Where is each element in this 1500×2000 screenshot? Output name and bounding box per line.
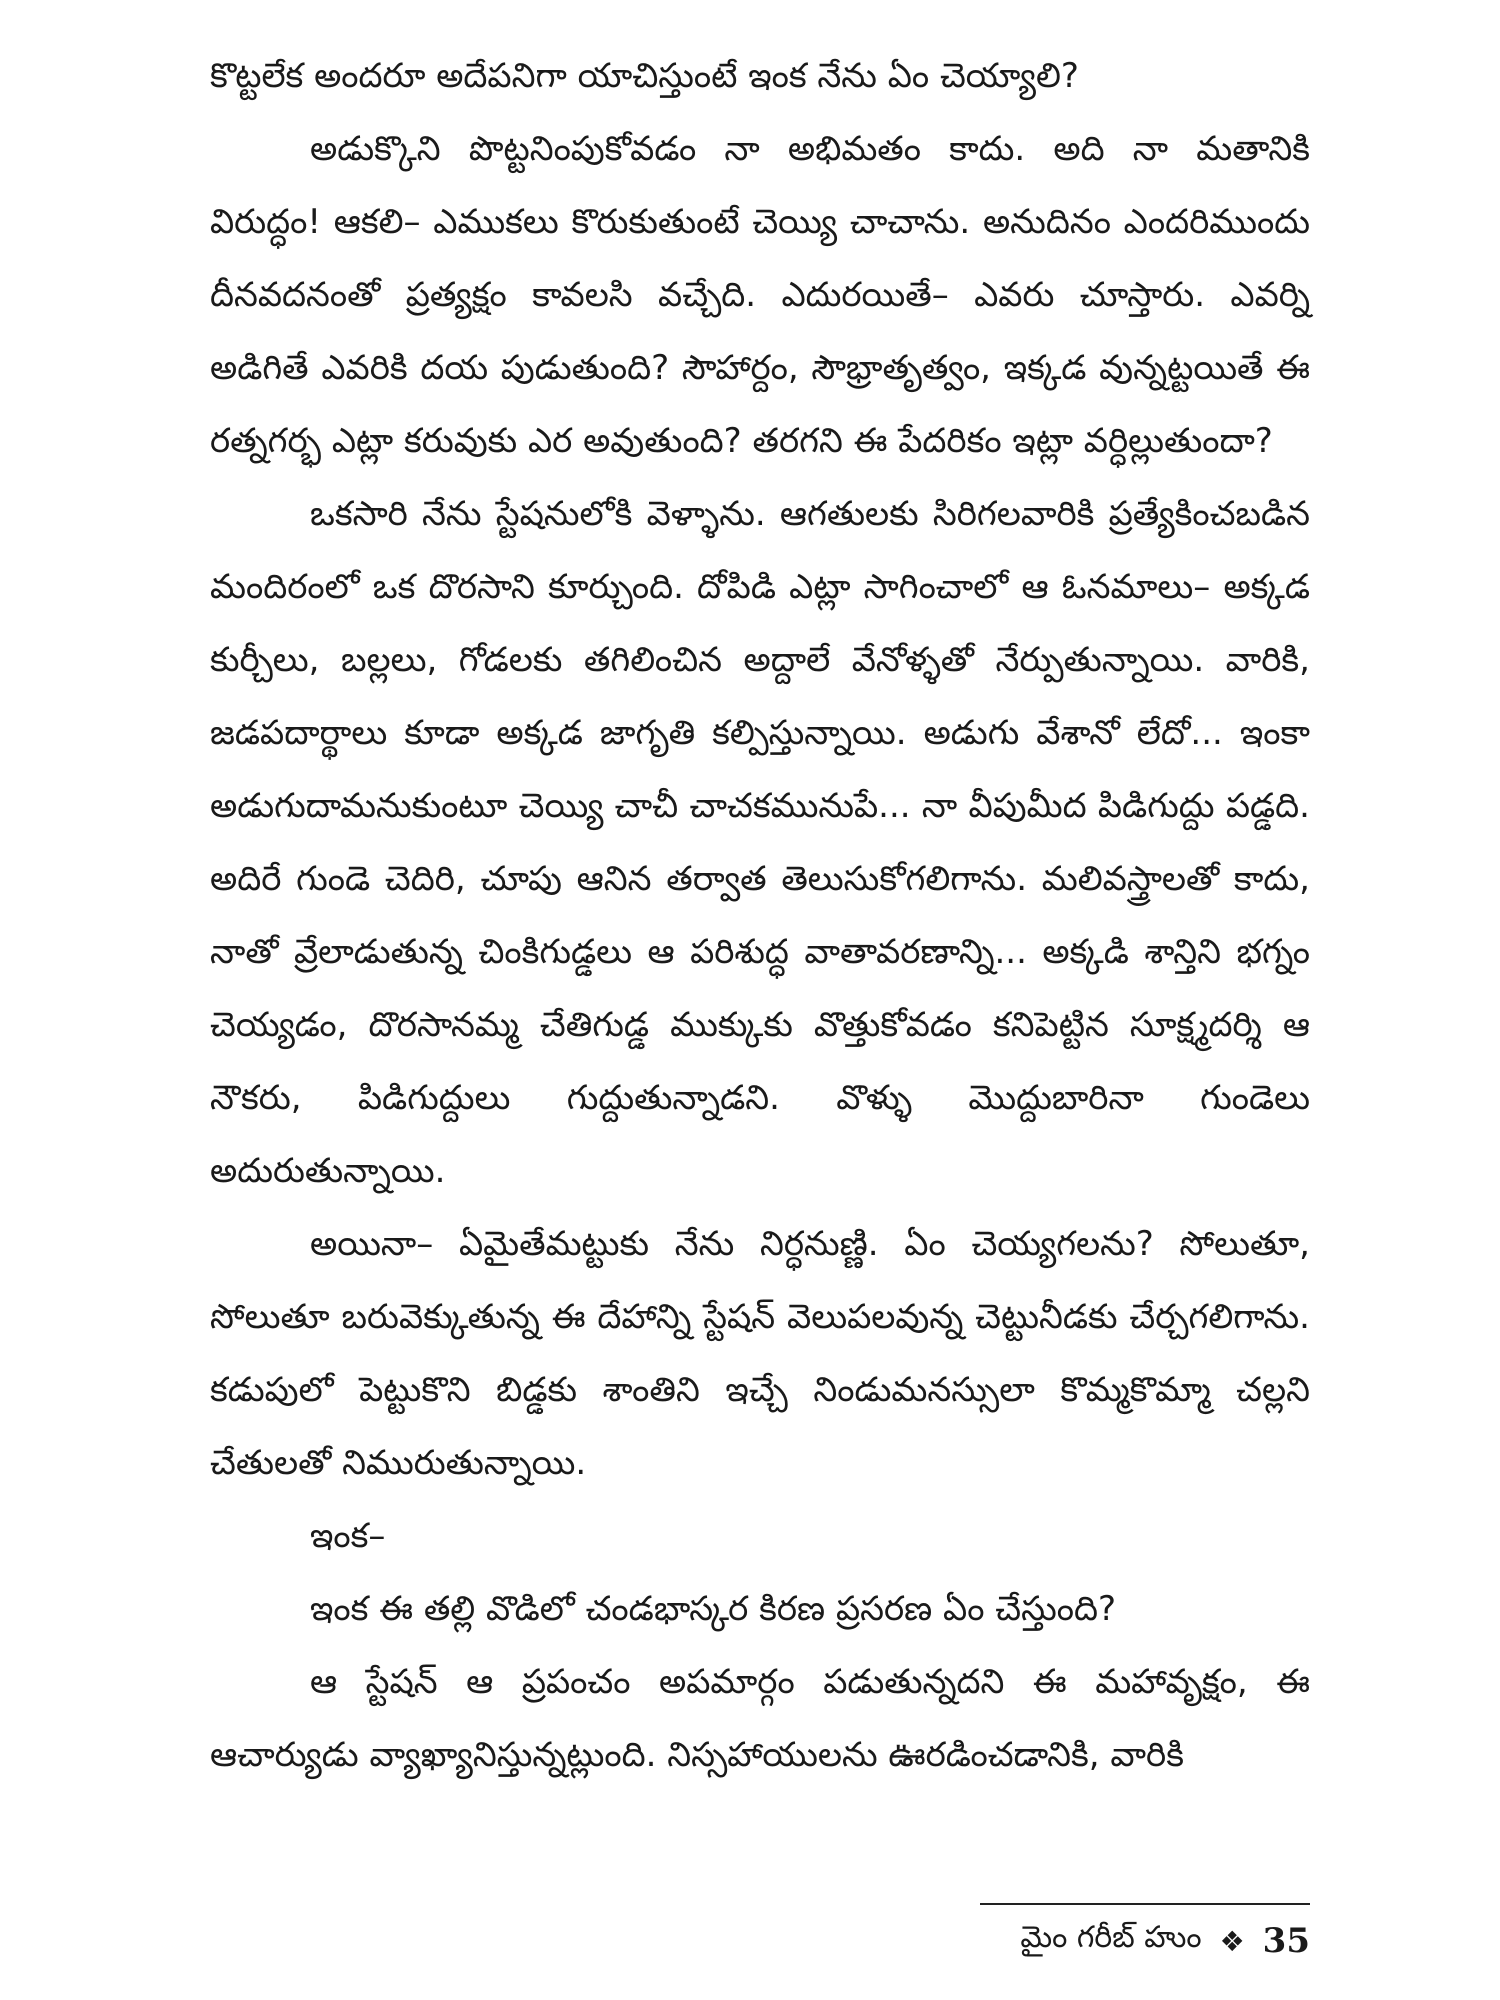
paragraph-tree-shade: అయినా– ఏమైతేమట్టుకు నేను నిర్ధనుణ్ణి. ఏం చెయ్యగలను? సోలుతూ, సోలుతూ బరువెక్కుతున్న ఈ దేహాన్ని స్టేషన్ వెలుపలవున్న చెట్టునీడకు చేర్చగలిగాను. కడుపులో పెట్టుకొని బిడ్డకు శాంతిని ఇచ్చే నిండుమనస్సులా కొమ్మకొమ్మా చల్లని చేతులతో నిమురుతున్నాయి. <box>210 1224 1310 1483</box>
page-footer <box>980 1920 1310 1962</box>
page-number: 35 <box>1262 1921 1310 1961</box>
paragraph-great-tree: ఆ స్టేషన్ ఆ ప్రపంచం అపమార్గం పడుతున్నదని ఈ మహావృక్షం, ఈ ఆచార్యుడు వ్యాఖ్యానిస్తున్నట్లుంది. నిస్సహాయులను ఊరడించడానికి, వారికి <box>210 1662 1310 1775</box>
paragraph-begging: అడుక్కొని పొట్టనింపుకోవడం నా అభిమతం కాదు. అది నా మతానికి విరుద్ధం! ఆకలి– ఎముకలు కొరుకుతుంటే చెయ్యి చాచాను. అనుదినం ఎందరిముందు దీనవదనంతో ప్రత్యక్షం కావలసి వచ్చేది. ఎదురయితే– ఎవరు చూస్తారు. ఎవర్ని అడిగితే ఎవరికి దయ పుడుతుంది? సౌహార్దం, సౌభ్రాతృత్వం, ఇక్కడ వున్నట్టయితే ఈ రత్నగర్భ ఎట్లా కరువుకు ఎర అవుతుంది? తరగని ఈ పేదరికం ఇట్లా వర్ధిల్లుతుందా? <box>210 129 1310 461</box>
paragraph-station: ఒకసారి నేను స్టేషనులోకి వెళ్ళాను. ఆగతులకు సిరిగలవారికి ప్రత్యేకించబడిన మందిరంలో ఒక దొరసాని కూర్చుంది. దోపిడి ఎట్లా సాగించాలో ఆ ఓనమాలు– అక్కడ కుర్చీలు, బల్లలు, గోడలకు తగిలించిన అద్దాలే వేనోళ్ళతో నేర్పుతున్నాయి. వారికి, జడపదార్థాలు కూడా అక్కడ జాగృతి కల్పిస్తున్నాయి. అడుగు వేశానో లేదో... ఇంకా అడుగుదామనుకుంటూ చెయ్యి చాచీ చాచకమునుపే... నా వీపుమీద పిడిగుద్దు పడ్డది. అదిరే గుండె చెదిరి, చూపు ఆనిన తర్వాత తెలుసుకోగలిగాను. మలివస్త్రాలతో కాదు, నాతో వ్రేలాడుతున్న చింకిగుడ్డలు ఆ పరిశుద్ధ వాతావరణాన్ని... అక్కడి శాన్తిని భగ్నం చెయ్యడం, దొరసానమ్మ చేతిగుడ్డ ముక్కుకు వొత్తుకోవడం కనిపెట్టిన సూక్ష్మదర్శి ఆ నౌకరు, పిడిగుద్దులు గుద్దుతున్నాడని. వొళ్ళు మొద్దుబారినా గుండెలు అదురుతున్నాయి. <box>210 494 1310 1191</box>
paragraph-continued: కొట్టలేక అందరూ అదేపనిగా యాచిస్తుంటే ఇంక నేను ఏం చెయ్యాలి? <box>210 56 1079 96</box>
page-body <box>210 40 1310 1792</box>
paragraph-mother-lap: ఇంక ఈ తల్లి వొడిలో చండభాస్కర కిరణ ప్రసరణ ఏం చేస్తుంది? <box>310 1589 1117 1629</box>
book-title: మైం గరీబ్ హుం <box>1020 1920 1202 1955</box>
paragraph-inka: ఇంక– <box>310 1516 386 1556</box>
footer-divider <box>980 1903 1310 1905</box>
ornament-icon: ❖ <box>1219 1924 1245 1958</box>
